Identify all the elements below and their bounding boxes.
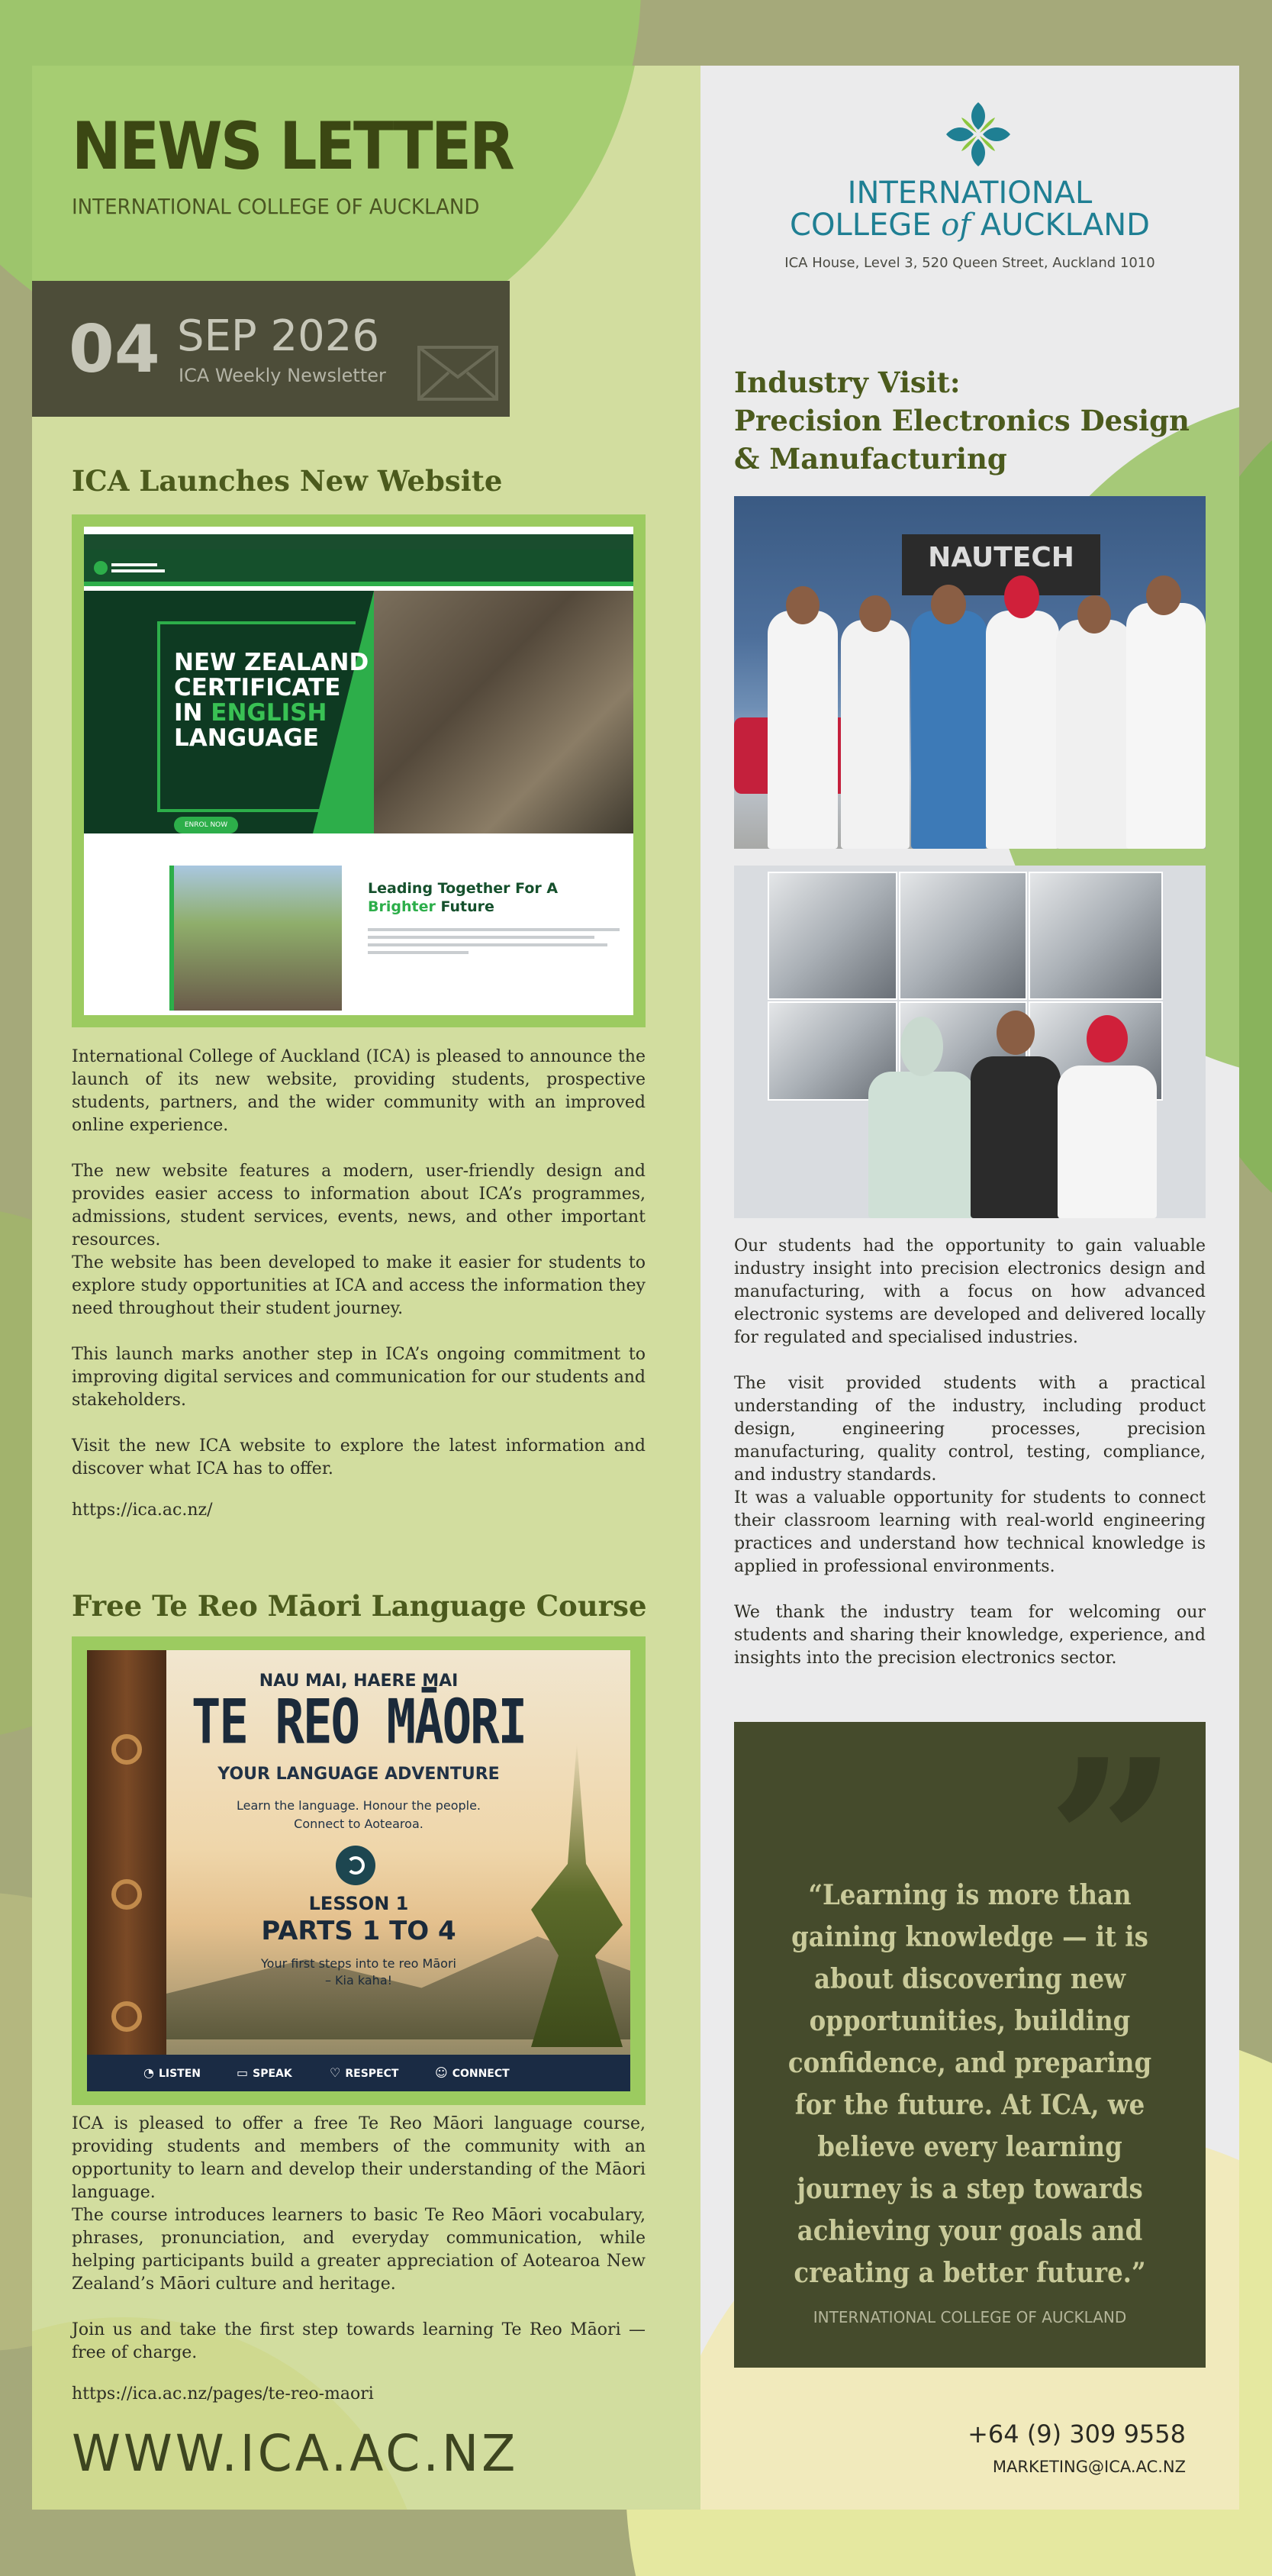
maori-paragraph-3: Join us and take the first step towards learning Te Reo Māori — free of charge. [72, 2320, 646, 2362]
website-screenshot [72, 514, 646, 1027]
college-address: ICA House, Level 3, 520 Queen Street, Auckland 1010 [784, 255, 1155, 271]
person [868, 1072, 975, 1218]
person-head [931, 585, 966, 624]
envelope-icon [417, 345, 499, 401]
person [1056, 620, 1132, 849]
poster-title: TE REO MĀORI [191, 1687, 527, 1759]
email-address[interactable]: MARKETING@ICA.AC.NZ [992, 2458, 1186, 2476]
date-day: 04 [69, 311, 160, 388]
heading-line: Precision Electronics Design [734, 404, 1190, 437]
ear-icon: ◔ [143, 2065, 154, 2080]
lower-heading-line [368, 898, 558, 916]
hero-heading [174, 650, 369, 751]
heading-line: & Manufacturing [734, 442, 1007, 476]
website-footer-url[interactable]: WWW.ICA.AC.NZ [72, 2424, 519, 2483]
person [911, 611, 987, 849]
maori-paragraph-1: ICA is pleased to offer a free Te Reo Māori language course, providing students and members of the community with an opportunity to learn and develop their understanding of the Māori language. [72, 2114, 646, 2202]
maori-paragraph-2: The course introduces learners to basic Te Reo Māori vocabulary, phrases, pronunciation, and everyday communication, while helping participants build a greater appreciation of Aotearoa New Zealand’s Māori culture and heritage. [72, 2206, 646, 2294]
poster-lesson: LESSON 1 [308, 1893, 409, 1914]
person-head [859, 595, 891, 632]
maori-link[interactable]: https://ica.ac.nz/pages/te-reo-maori [72, 2384, 374, 2404]
text-line [368, 936, 594, 939]
poster-steps-line: Your first steps into te reo Māori [261, 1956, 456, 1971]
collage-tile [899, 872, 1027, 1000]
heart-icon: ♡ [330, 2065, 341, 2080]
website-preview [84, 527, 633, 1015]
bar-label: RESPECT [345, 2068, 399, 2080]
person-head [1087, 1015, 1128, 1062]
bar-label: CONNECT [452, 2068, 510, 2080]
poster-bar [87, 2055, 630, 2091]
poster-learn-text [87, 1797, 630, 1833]
industry-paragraph-1: Our students had the opportunity to gain valuable industry insight into precision electronics design and manufacturing, with a focus on how advanced electronic systems are developed and delivered locally for regulated and specialised industries. [734, 1236, 1206, 1347]
hero-line-part: IN [174, 699, 211, 727]
speak-item [237, 2065, 292, 2080]
website-paragraph-5: Visit the new ICA website to explore the latest information and discover what ICA has to offer. [72, 1436, 646, 1478]
industry-collage-photo [734, 866, 1206, 1218]
hero-line: CERTIFICATE [174, 674, 341, 701]
poster-learn-line: Learn the language. Honour the people. [236, 1798, 481, 1813]
lower-heading-part: Future [435, 898, 494, 915]
text-line [368, 928, 620, 931]
college-name-part: COLLEGE [790, 208, 942, 243]
people-icon: ☺ [435, 2065, 448, 2080]
maori-article-heading: Free Te Reo Māori Language Course [72, 1589, 647, 1623]
hero-line: LANGUAGE [174, 724, 319, 752]
listen-item [143, 2065, 201, 2080]
lower-heading-line: Leading Together For A [368, 880, 559, 897]
person [971, 1056, 1061, 1218]
person-head [997, 1011, 1035, 1055]
industry-group-photo [734, 496, 1206, 849]
carving-detail [111, 2001, 142, 2032]
person-head [786, 586, 820, 624]
person [1058, 1066, 1157, 1218]
college-name [700, 177, 1239, 241]
website-link[interactable]: https://ica.ac.nz/ [72, 1501, 213, 1520]
site-logo [92, 557, 168, 579]
website-article-heading: ICA Launches New Website [72, 464, 503, 498]
lower-text-lines [368, 928, 620, 959]
enrol-button: ENROL NOW [174, 817, 238, 833]
quote-text: “Learning is more than gaining knowledge — it is about discovering new opportunities, building confidence, and preparing for the future. At ICA, we believe every learning journey is a step towards achieving your goals and creating a better future.” [787, 1879, 1152, 2289]
poster-steps [87, 1955, 630, 1989]
college-name-part: AUCKLAND [971, 208, 1150, 243]
website-paragraph-3: The website has been developed to make it easier for students to explore study opportunities at ICA and access the information they need throughout their student journey. [72, 1253, 646, 1318]
college-name-line [700, 209, 1239, 241]
industry-article-heading [734, 363, 1190, 478]
phone-number[interactable]: +64 (9) 309 9558 [968, 2420, 1186, 2449]
person-head [1077, 595, 1111, 634]
person [986, 611, 1059, 849]
koru-icon [336, 1846, 375, 1885]
poster-learn-line: Connect to Aotearoa. [294, 1817, 423, 1831]
poster-kicker: NAU MAI, HAERE MAI [259, 1672, 459, 1691]
site-nav [84, 550, 633, 586]
poster-steps-line: – Kia kaha! [324, 1973, 393, 1988]
text-line [368, 943, 607, 946]
person [1126, 603, 1206, 849]
hero-line [174, 701, 369, 726]
bar-label: SPEAK [253, 2068, 292, 2080]
logo-emblem-icon [943, 99, 1013, 169]
person [768, 611, 838, 849]
website-paragraph-1: International College of Auckland (ICA) is pleased to announce the launch of its new website, providing students, prospective students, partners, and the wider community with an improved online experience. [72, 1047, 646, 1135]
poster-image [87, 1650, 630, 2091]
right-column [700, 66, 1239, 2510]
quote-source: INTERNATIONAL COLLEGE OF AUCKLAND [813, 2308, 1127, 2326]
lower-heading [368, 879, 558, 916]
hero-line: NEW ZEALAND [174, 649, 369, 676]
te-reo-poster [72, 1636, 646, 2105]
person [841, 620, 910, 849]
quote-box [734, 1709, 1206, 2368]
newsletter-subtitle: INTERNATIONAL COLLEGE OF AUCKLAND [72, 194, 480, 219]
speech-bubble-icon: ▭ [237, 2065, 249, 2080]
hero-line-part: ENGLISH [211, 699, 327, 727]
text-line [368, 951, 469, 954]
heading-line: Industry Visit: [734, 366, 961, 399]
bar-label: LISTEN [158, 2068, 201, 2080]
site-lower [84, 833, 633, 1015]
hero-photo [374, 591, 633, 833]
connect-item [435, 2065, 510, 2080]
date-banner [32, 281, 510, 417]
site-topbar [84, 534, 633, 550]
poster-tagline: YOUR LANGUAGE ADVENTURE [217, 1765, 500, 1784]
students-photo [169, 866, 342, 1011]
industry-paragraph-2: The visit provided students with a practical understanding of the industry, including product design, engineering processes, precision manufacturing, quality control, testing, compliance, and industry standards. [734, 1374, 1206, 1485]
collage-tile [768, 872, 897, 1000]
person-head [1004, 575, 1039, 618]
date-month-year: SEP 2026 [177, 311, 380, 361]
website-paragraph-4: This launch marks another step in ICA’s ongoing commitment to improving digital services and communication for our students and stakeholders. [72, 1345, 646, 1410]
collage-tile [1029, 872, 1163, 1000]
college-name-part: of [941, 208, 971, 243]
newsletter-title: NEWS LETTER [72, 108, 514, 185]
website-paragraph-2: The new website features a modern, user-friendly design and provides easier access to information about ICA’s programmes, admissions, student services, events, news, and other important resources. [72, 1162, 646, 1249]
lower-heading-part: Brighter [368, 898, 436, 915]
industry-paragraph-4: We thank the industry team for welcoming our students and sharing their knowledge, experience, and insights into the precision electronics sector. [734, 1603, 1206, 1668]
person-head [1146, 575, 1181, 615]
quote-mark-icon: ” [1046, 1709, 1178, 1978]
industry-paragraph-3: It was a valuable opportunity for students to connect their classroom learning with real-world engineering practices and understand how technical knowledge is applied in professional environments. [734, 1488, 1206, 1576]
person-head [900, 1017, 943, 1076]
left-column [32, 66, 700, 2510]
respect-item [330, 2065, 398, 2080]
college-name-line: INTERNATIONAL [847, 176, 1093, 211]
poster-parts: PARTS 1 TO 4 [261, 1916, 456, 1946]
date-label: ICA Weekly Newsletter [179, 365, 386, 386]
newsletter [32, 66, 1239, 2510]
company-sign [902, 534, 1100, 595]
company-sign-text: NAUTECH [928, 542, 1074, 573]
site-hero [84, 591, 633, 833]
